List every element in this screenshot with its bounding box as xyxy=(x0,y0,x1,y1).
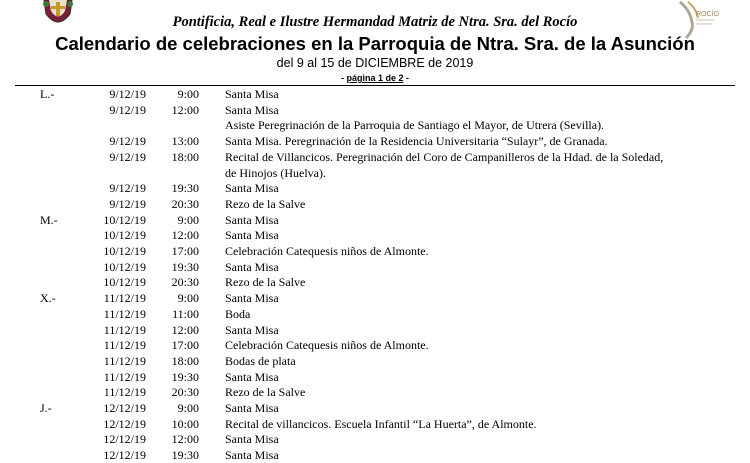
time-cell: 18:00 xyxy=(171,353,199,368)
description-cell: Santa Misa xyxy=(225,291,279,306)
time-cell: 19:30 xyxy=(171,448,199,463)
time-cell: 9:00 xyxy=(177,291,199,306)
schedule-row xyxy=(0,196,750,212)
description-cell: Santa Misa xyxy=(225,259,279,274)
time-cell: 12:00 xyxy=(171,228,199,243)
description-cell: Santa Misa xyxy=(225,102,279,117)
time-cell: 18:00 xyxy=(171,149,199,164)
schedule-row xyxy=(0,86,750,102)
day-label: L.- xyxy=(40,87,55,101)
day-label: J.- xyxy=(40,401,52,415)
description-cell: Santa Misa xyxy=(225,212,279,227)
schedule-row xyxy=(0,117,750,133)
schedule-row xyxy=(0,259,750,275)
schedule-row xyxy=(0,149,750,165)
date-cell: 11/12/19 xyxy=(103,385,146,400)
date-cell: 11/12/19 xyxy=(103,322,146,337)
description-cell: Rezo de la Salve xyxy=(225,385,306,400)
schedule-row xyxy=(0,165,750,181)
date-cell: 12/12/19 xyxy=(103,401,146,415)
date-cell: 11/12/19 xyxy=(103,369,146,384)
description-cell: Santa Misa xyxy=(225,401,279,415)
time-cell: 12:00 xyxy=(171,322,199,337)
description-cell: Santa Misa xyxy=(225,228,279,243)
time-cell: 9:00 xyxy=(177,212,199,227)
time-cell: 12:00 xyxy=(171,432,199,447)
date-cell: 9/12/19 xyxy=(109,149,146,164)
schedule-row xyxy=(0,369,750,385)
date-cell: 9/12/19 xyxy=(109,181,146,196)
date-cell: 9/12/19 xyxy=(109,102,146,117)
description-cell: Recital de Villancicos. Peregrinación del Coro de Campanilleros de la Hdad. de la Soledad, xyxy=(225,149,664,164)
schedule-row xyxy=(0,353,750,369)
schedule-row xyxy=(0,102,750,118)
date-cell: 10/12/19 xyxy=(103,275,146,290)
schedule-row xyxy=(0,290,750,306)
page-indicator: - página 1 de 2 - xyxy=(340,73,410,83)
date-cell: 11/12/19 xyxy=(103,306,146,321)
schedule-row xyxy=(0,322,750,338)
description-cell: Santa Misa xyxy=(225,369,279,384)
time-cell: 13:00 xyxy=(171,134,199,149)
svg-text:ROCÍO: ROCÍO xyxy=(696,11,719,18)
description-cell: Celebración Catequesis niños de Almonte. xyxy=(225,244,429,258)
date-cell: 11/12/19 xyxy=(103,353,146,368)
description-cell: Asiste Peregrinación de la Parroquia de Santiago el Mayor, de Utrera (Sevilla). xyxy=(225,118,605,133)
description-cell: Rezo de la Salve xyxy=(225,275,306,290)
time-cell: 9:00 xyxy=(177,401,199,415)
schedule-row xyxy=(0,337,750,353)
time-cell: 20:30 xyxy=(171,196,199,211)
date-cell: 10/12/19 xyxy=(103,259,146,274)
schedule-row xyxy=(0,306,750,322)
time-cell: 10:00 xyxy=(171,416,199,431)
description-cell: Recital de villancicos. Escuela Infantil “La Huerta”, de Almonte. xyxy=(225,416,537,431)
schedule-row xyxy=(0,447,750,463)
time-cell: 19:30 xyxy=(171,181,199,196)
time-cell: 20:30 xyxy=(171,275,199,290)
schedule-row xyxy=(0,243,750,259)
day-label: X.- xyxy=(40,291,56,306)
time-cell: 19:30 xyxy=(171,369,199,384)
schedule-row xyxy=(0,416,750,432)
description-cell: Santa Misa. Peregrinación de la Residencia Universitaria “Sulayr”, de Granada. xyxy=(225,134,608,149)
time-cell: 17:00 xyxy=(171,244,199,258)
date-cell: 10/12/19 xyxy=(103,228,146,243)
date-cell: 10/12/19 xyxy=(103,244,146,258)
time-cell: 17:00 xyxy=(171,338,199,353)
date-cell: 9/12/19 xyxy=(109,87,146,101)
description-cell: Boda xyxy=(225,306,251,321)
description-cell: Santa Misa xyxy=(225,181,279,196)
schedule-row xyxy=(0,400,750,416)
date-cell: 11/12/19 xyxy=(103,338,146,353)
time-cell: 9:00 xyxy=(177,87,199,101)
description-cell: Santa Misa xyxy=(225,322,279,337)
organization-name: Pontificia, Real e Ilustre Hermandad Matriz de Ntra. Sra. del Rocío xyxy=(172,14,578,30)
description-cell: Bodas de plata xyxy=(225,353,296,368)
date-cell: 11/12/19 xyxy=(103,291,146,306)
time-cell: 19:30 xyxy=(171,259,199,274)
schedule-row xyxy=(0,431,750,447)
schedule-row xyxy=(0,180,750,196)
description-cell: Rezo de la Salve xyxy=(225,196,306,211)
date-cell: 12/12/19 xyxy=(103,432,146,447)
time-cell: 12:00 xyxy=(171,102,199,117)
description-cell: de Hinojos (Huelva). xyxy=(225,165,326,180)
description-cell: Santa Misa xyxy=(225,432,279,447)
schedule-row xyxy=(0,133,750,149)
date-cell: 9/12/19 xyxy=(109,134,146,149)
schedule-row xyxy=(0,227,750,243)
time-cell: 11:00 xyxy=(172,306,199,321)
day-label: M.- xyxy=(40,212,58,227)
schedule-row xyxy=(0,274,750,290)
page-title: Calendario de celebraciones en la Parroquia de Ntra. Sra. de la Asunción xyxy=(55,33,695,54)
date-cell: 12/12/19 xyxy=(103,448,146,463)
schedule-row xyxy=(0,212,750,228)
time-cell: 20:30 xyxy=(171,385,199,400)
date-cell: 12/12/19 xyxy=(103,416,146,431)
schedule-row xyxy=(0,384,750,400)
description-cell: Santa Misa xyxy=(225,87,279,101)
date-cell: 9/12/19 xyxy=(109,196,146,211)
description-cell: Santa Misa xyxy=(225,448,279,463)
date-cell: 10/12/19 xyxy=(103,212,146,227)
date-range: del 9 al 15 de DICIEMBRE de 2019 xyxy=(276,56,474,70)
description-cell: Celebración Catequesis niños de Almonte. xyxy=(225,338,429,353)
